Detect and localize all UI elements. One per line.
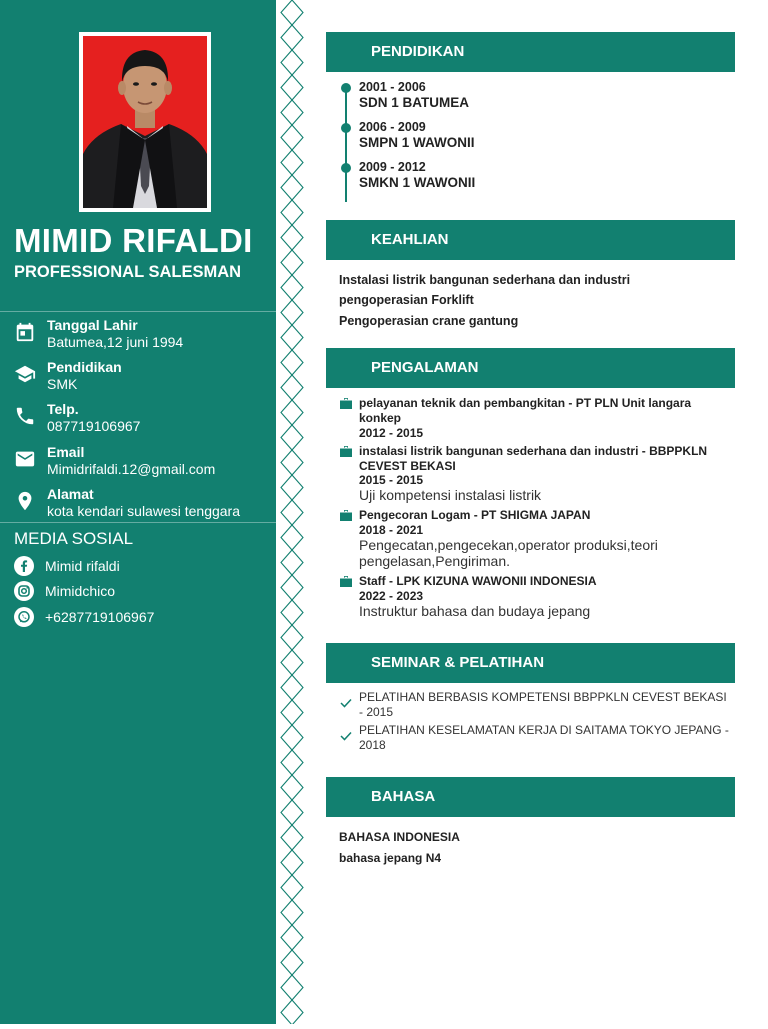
diamond-shape xyxy=(281,25,303,50)
diamond-shape xyxy=(281,800,303,825)
diamond-shape xyxy=(281,175,303,200)
info-label: Email xyxy=(47,444,85,460)
info-value: kota kendari sulawesi tenggara xyxy=(47,503,241,519)
diamond-shape xyxy=(281,850,303,875)
diamond-shape xyxy=(281,450,303,475)
diamond-shape xyxy=(281,775,303,800)
section-heading-skills: KEAHLIAN xyxy=(326,220,735,260)
diamond-shape xyxy=(281,475,303,500)
info-label: Alamat xyxy=(47,486,94,502)
diamond-shape xyxy=(281,100,303,125)
diamond-shape xyxy=(281,1000,303,1024)
social-instagram xyxy=(14,581,264,601)
diamond-shape xyxy=(281,650,303,675)
experience-title: instalasi listrik bangunan sederhana dan industri - BBPPKLN CEVEST BEKASI xyxy=(359,444,708,473)
education-years: 2009 - 2012 xyxy=(359,160,426,174)
info-email xyxy=(14,444,276,484)
diamond-shape xyxy=(281,550,303,575)
facebook-icon xyxy=(14,556,34,576)
diamond-pattern xyxy=(276,0,306,1024)
info-value: SMK xyxy=(47,376,78,392)
education-years: 2006 - 2009 xyxy=(359,120,426,134)
diamond-shape xyxy=(281,600,303,625)
section-heading-experience: PENGALAMAN xyxy=(326,348,735,388)
info-birth-date xyxy=(14,317,276,357)
info-label: Telp. xyxy=(47,401,79,417)
sidebar xyxy=(0,0,276,1024)
info-value: Batumea,12 juni 1994 xyxy=(47,334,184,350)
email-icon xyxy=(14,448,36,470)
social-media-heading: MEDIA SOSIAL xyxy=(14,529,134,548)
diamond-shape xyxy=(281,400,303,425)
info-phone xyxy=(14,401,276,441)
diamond-shape xyxy=(281,250,303,275)
timeline-dot xyxy=(341,83,351,93)
diamond-shape xyxy=(281,375,303,400)
check-icon xyxy=(340,698,352,708)
diamond-shape xyxy=(281,925,303,950)
education-years: 2001 - 2006 xyxy=(359,80,426,94)
experience-description: Instruktur bahasa dan budaya jepang xyxy=(359,603,591,619)
briefcase-icon xyxy=(340,446,352,457)
diamond-shape xyxy=(281,900,303,925)
diamond-shape xyxy=(281,950,303,975)
diamond-shape xyxy=(281,325,303,350)
info-label: Tanggal Lahir xyxy=(47,317,138,333)
skill-item: Instalasi listrik bangunan sederhana dan industri xyxy=(339,273,631,287)
check-icon xyxy=(340,731,352,741)
social-value: +6287719106967 xyxy=(45,609,155,625)
info-label: Pendidikan xyxy=(47,359,122,375)
profile-photo-image xyxy=(83,36,207,208)
experience-years: 2012 - 2015 xyxy=(359,426,424,440)
diamond-border-decoration xyxy=(276,0,306,1024)
diamond-shape xyxy=(281,750,303,775)
instagram-icon xyxy=(14,581,34,601)
graduation-cap-icon xyxy=(14,363,36,385)
skill-item: Pengoperasian crane gantung xyxy=(339,314,519,328)
briefcase-icon xyxy=(340,398,352,409)
experience-description: Uji kompetensi instalasi listrik xyxy=(359,487,542,503)
diamond-shape xyxy=(281,50,303,75)
info-education xyxy=(14,359,276,399)
diamond-shape xyxy=(281,75,303,100)
experience-description: Pengecatan,pengecekan,operator produksi,teori pengelasan,Pengiriman. xyxy=(359,537,658,569)
diamond-shape xyxy=(281,975,303,1000)
experience-years: 2022 - 2023 xyxy=(359,589,424,603)
education-school: SMKN 1 WAWONII xyxy=(359,175,476,190)
briefcase-icon xyxy=(340,510,352,521)
social-value: Mimid rifaldi xyxy=(45,558,120,574)
info-address xyxy=(14,486,276,526)
diamond-shape xyxy=(281,125,303,150)
diamond-shape xyxy=(281,425,303,450)
diamond-shape xyxy=(281,625,303,650)
info-value: Mimidrifaldi.12@gmail.com xyxy=(47,461,216,477)
calendar-icon xyxy=(14,321,36,343)
diamond-shape xyxy=(281,525,303,550)
timeline-dot xyxy=(341,163,351,173)
experience-years: 2018 - 2021 xyxy=(359,523,424,537)
experience-title: Pengecoran Logam - PT SHIGMA JAPAN xyxy=(359,508,591,522)
diamond-shape xyxy=(281,225,303,250)
whatsapp-icon xyxy=(14,607,34,627)
info-value: 087719106967 xyxy=(47,418,141,434)
timeline-dot xyxy=(341,123,351,133)
diamond-shape xyxy=(281,350,303,375)
diamond-shape xyxy=(281,825,303,850)
education-school: SDN 1 BATUMEA xyxy=(359,95,470,110)
section-heading-seminars: SEMINAR & PELATIHAN xyxy=(326,643,735,683)
experience-title: pelayanan teknik dan pembangkitan - PT PLN Unit langara konkep xyxy=(359,396,692,425)
timeline-line xyxy=(345,86,347,202)
diamond-shape xyxy=(281,300,303,325)
diamond-shape xyxy=(281,700,303,725)
diamond-shape xyxy=(281,675,303,700)
language-item: bahasa jepang N4 xyxy=(339,851,442,865)
skill-item: pengoperasian Forklift xyxy=(339,293,474,307)
candidate-name: MIMID RIFALDI xyxy=(14,222,253,259)
diamond-shape xyxy=(281,0,303,25)
diamond-shape xyxy=(281,875,303,900)
education-school: SMPN 1 WAWONII xyxy=(359,135,475,150)
section-heading-education: PENDIDIKAN xyxy=(326,32,735,72)
social-whatsapp xyxy=(14,607,264,627)
diamond-shape xyxy=(281,150,303,175)
briefcase-icon xyxy=(340,576,352,587)
seminar-text: PELATIHAN BERBASIS KOMPETENSI BBPPKLN CEVEST BEKASI - 2015 xyxy=(359,690,727,719)
experience-title: Staff - LPK KIZUNA WAWONII INDONESIA xyxy=(359,574,597,588)
divider xyxy=(0,522,276,523)
job-title: PROFESSIONAL SALESMAN xyxy=(14,263,242,281)
phone-icon xyxy=(14,405,36,427)
section-heading-languages: BAHASA xyxy=(326,777,735,817)
diamond-shape xyxy=(281,575,303,600)
diamond-shape xyxy=(281,725,303,750)
diamond-shape xyxy=(281,500,303,525)
location-pin-icon xyxy=(14,490,36,512)
seminar-text: PELATIHAN KESELAMATAN KERJA DI SAITAMA TOKYO JEPANG - 2018 xyxy=(359,723,729,752)
diamond-shape xyxy=(281,200,303,225)
social-value: Mimidchico xyxy=(45,583,116,599)
diamond-shape xyxy=(281,275,303,300)
social-facebook xyxy=(14,556,264,576)
profile-photo xyxy=(79,32,211,212)
experience-years: 2015 - 2015 xyxy=(359,473,424,487)
divider xyxy=(0,311,276,312)
language-item: BAHASA INDONESIA xyxy=(339,830,460,844)
